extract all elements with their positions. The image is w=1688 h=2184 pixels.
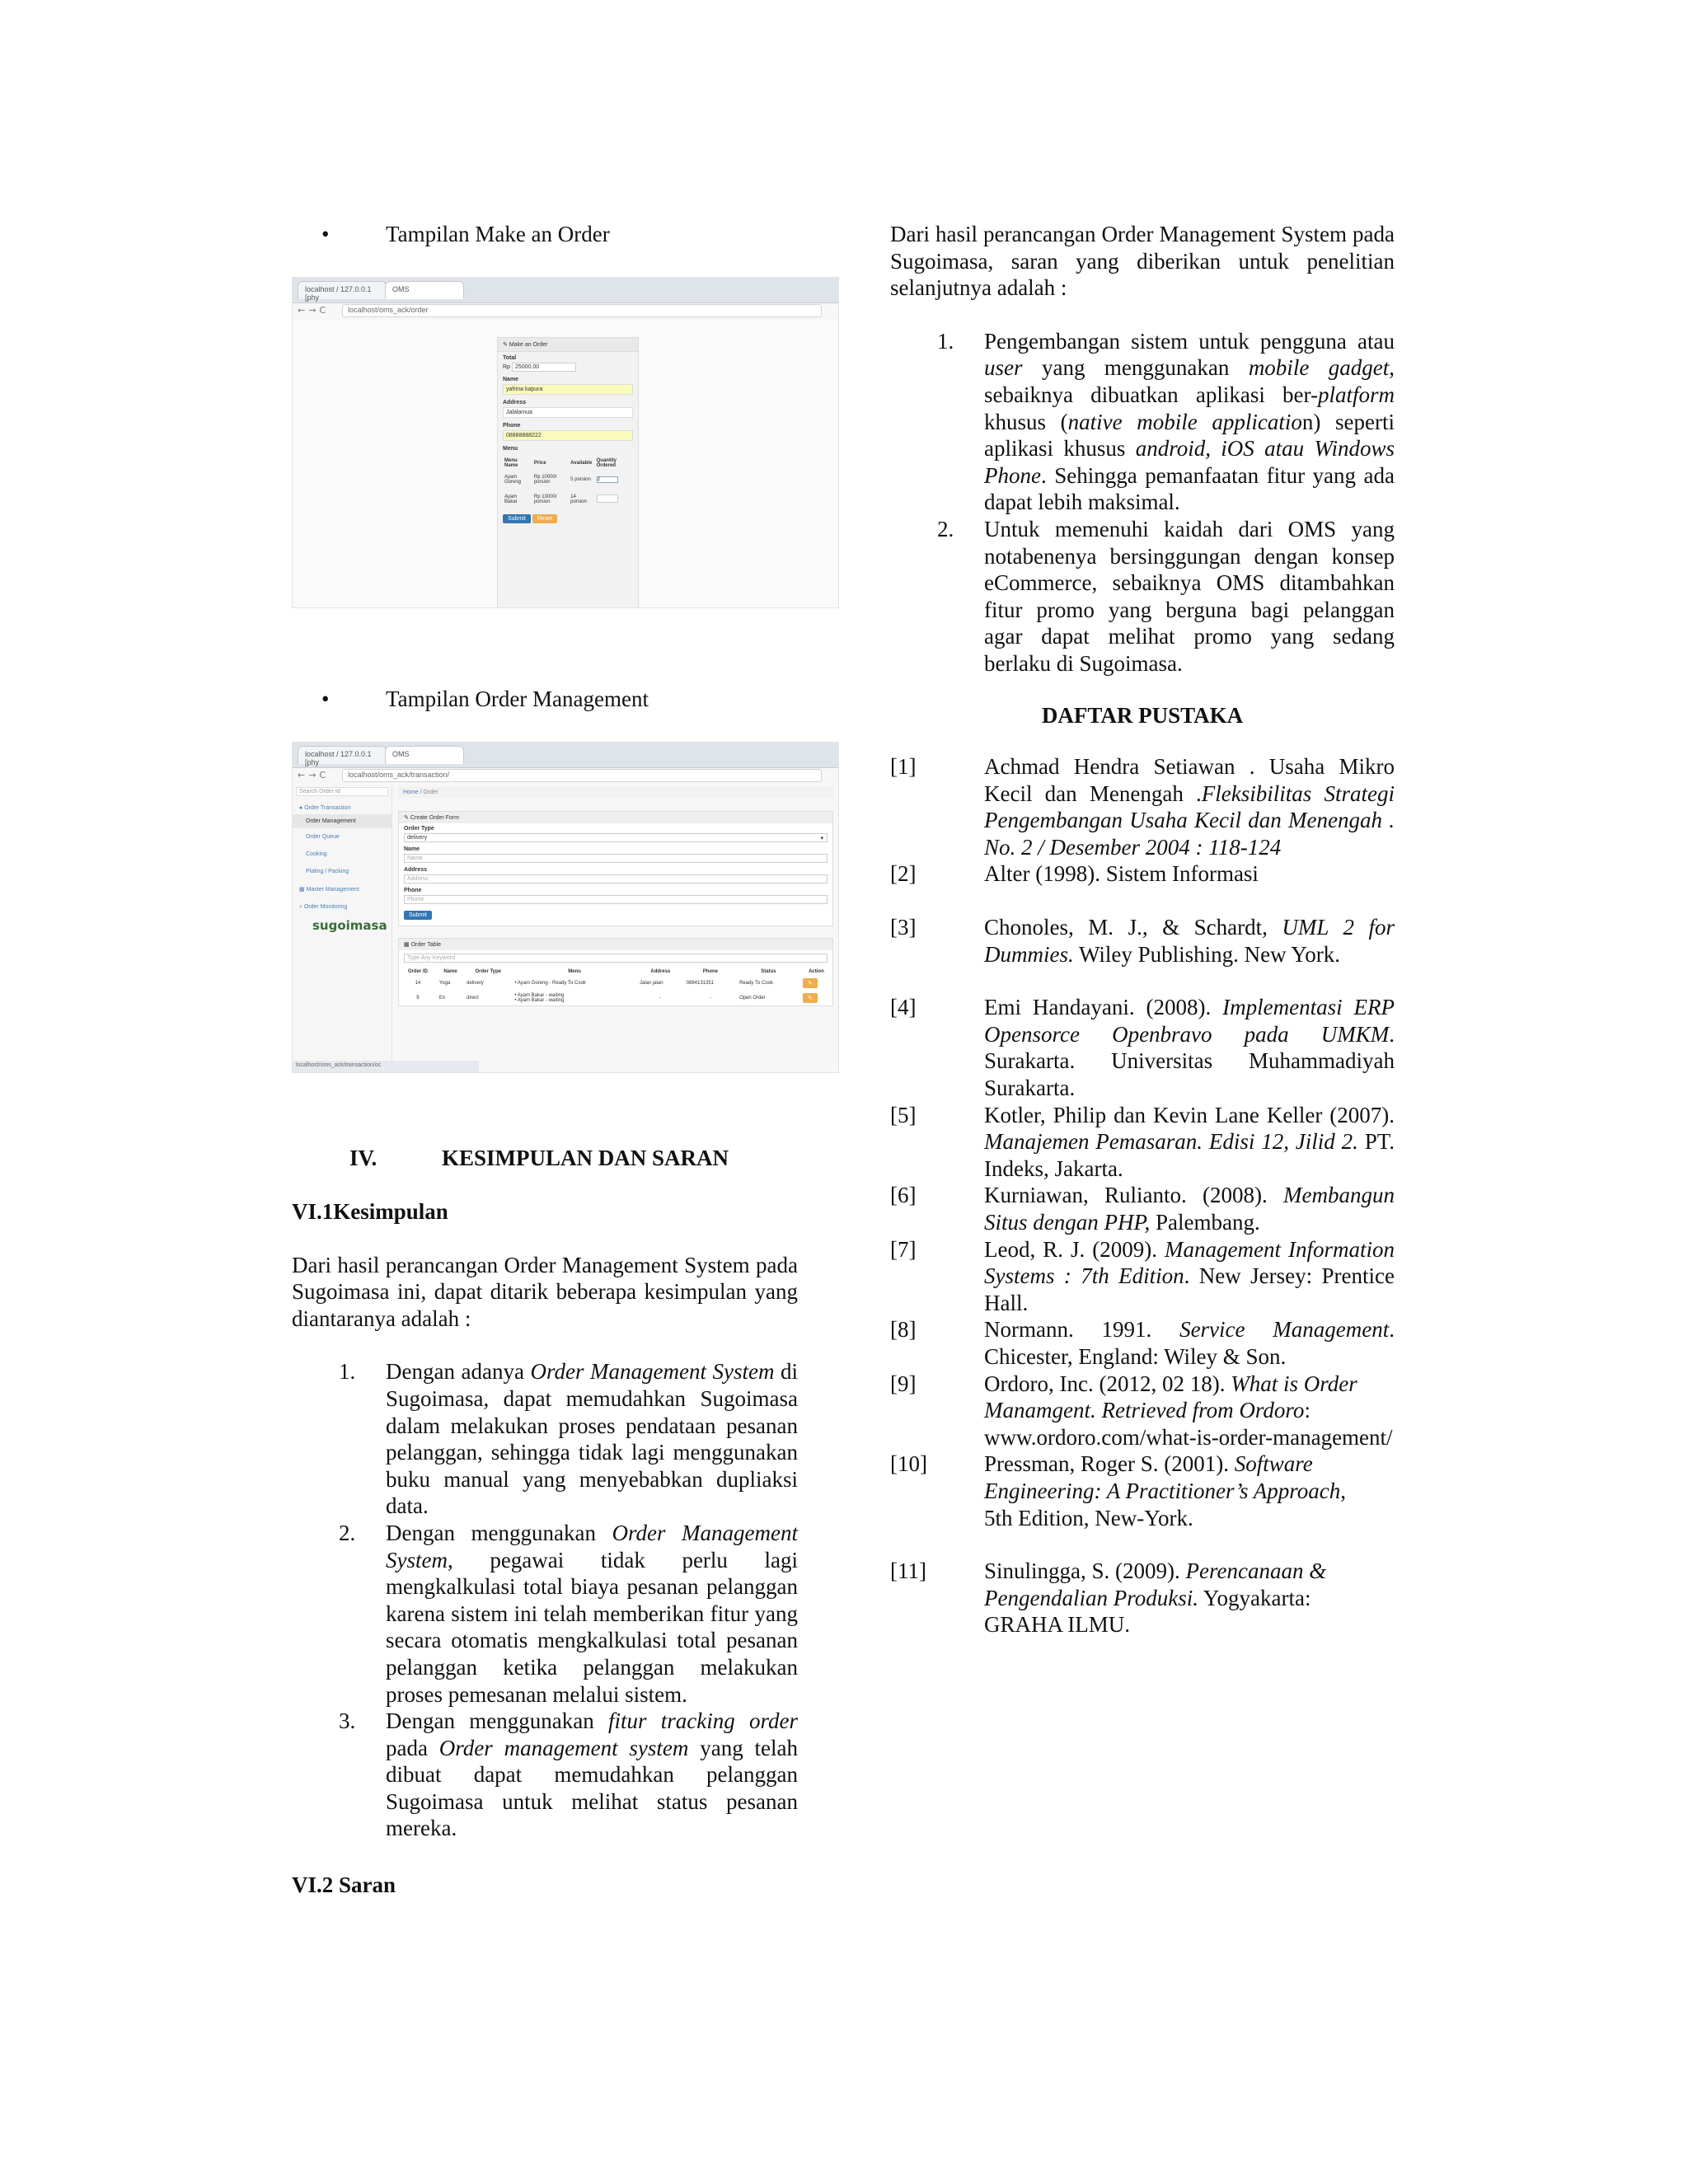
phone-field[interactable]: 08888888222 <box>503 430 633 441</box>
address-label: Address <box>404 867 428 873</box>
menu-label: Menu <box>503 446 518 452</box>
edit-action-button[interactable] <box>800 991 832 1005</box>
subheading-kesimpulan: VI.1Kesimpulan <box>292 1199 448 1224</box>
section-number: IV. <box>349 1146 377 1170</box>
name-label: Name <box>503 377 519 382</box>
reference-item: [7] Leod, R. J. (2009). Management Information Systems : 7th Edition. New Jersey: Prentice Hall. <box>890 1236 1395 1315</box>
cell: En <box>438 996 446 1001</box>
list-item: 1. Pengembangan sistem untuk pengguna atau user yang menggunakan mobile gadget, sebaiknya dibuatkan aplikasi ber-platform khusus (native mobile application) seperti aplikasi khusus android, iOS atau Windows Phone. Sehingga pemanfaatan fitur yang ada dapat lebih maksimal. <box>937 328 1395 515</box>
sidebar-item-order-management[interactable]: Order Management <box>293 814 392 828</box>
search-input[interactable]: Search Order Id <box>296 787 388 796</box>
cell: 0884131351 <box>686 981 715 986</box>
status-cell: Open Order <box>739 996 766 1001</box>
order-type-select[interactable]: delivery ▾ <box>404 833 828 842</box>
cell: 9 <box>416 996 420 1001</box>
sidebar-item-order-queue[interactable]: Order Queue <box>306 834 340 840</box>
kesimpulan-intro: Dari hasil perancangan Order Management System pada Sugoimasa ini, dapat ditarik beberapa kesimpulan yang diantaranya adalah : <box>292 1252 798 1331</box>
breadcrumb-order: Order <box>423 790 438 795</box>
reference-item: [2] Alter (1998). Sistem Informasi <box>890 861 1259 887</box>
col-header: Order ID <box>407 969 428 974</box>
cell: Jalan jalan <box>639 981 663 986</box>
breadcrumb: Home / Order <box>398 787 833 798</box>
cell: - <box>659 996 662 1001</box>
sugoimasa-logo: sugoimasa <box>312 918 387 933</box>
quantity-input[interactable]: 2 <box>595 470 633 490</box>
address-bar: localhost/oms_ack/order <box>342 304 822 317</box>
cell: Yoga <box>438 981 451 986</box>
cell: • Ayam Goreng - Ready To Cook <box>514 981 586 986</box>
name-label: Name <box>404 846 420 852</box>
table-row <box>399 991 832 1005</box>
col-header: Price <box>533 461 546 466</box>
references-heading: DAFTAR PUSTAKA <box>1041 702 1244 728</box>
left-column <box>292 221 824 1899</box>
app-sidebar <box>293 785 392 1061</box>
sidebar-item-order-transaction[interactable]: ● Order Transaction <box>299 805 351 811</box>
order-table <box>399 968 832 1005</box>
form-header: ✎ Create Order Form <box>399 812 832 823</box>
saran-intro: Dari hasil perancangan Order Management System pada Sugoimasa, saran yang diberikan untuk penelitian selanjutnya adalah : <box>890 222 1395 301</box>
col-header: Quantity Ordered <box>596 458 617 468</box>
bullet-make-order <box>292 221 798 247</box>
cell: • Ayam Bakar - waiting • Ayam Bakar - waiting <box>514 993 565 1003</box>
sidebar-item-cooking[interactable]: Cooking <box>306 851 327 857</box>
make-order-panel <box>497 337 639 608</box>
browser-nav-icons: ←→C <box>298 305 330 316</box>
reference-item: [1] Achmad Hendra Setiawan . Usaha Mikro Kecil dan Menengah .Fleksibilitas Strategi Pengembangan Usaha Kecil dan Menengah . No. 2 / Desember 2004 : 118-124 <box>890 754 1395 860</box>
col-header: Action <box>809 969 824 974</box>
bullet-text: Tampilan Make an Order <box>386 222 610 246</box>
address-field[interactable]: Jalalamua <box>503 407 633 418</box>
pencil-icon: ✎ <box>803 993 818 1003</box>
bullet-order-management <box>292 686 798 712</box>
cell: Ayam Bakar <box>504 494 518 504</box>
sidebar-item-order-monitoring[interactable]: ⌕ Order Monitoring <box>299 904 348 910</box>
status-cell: Ready To Cook <box>739 981 773 986</box>
cell: Rp 10000/ porsion <box>533 475 557 485</box>
reference-item: [4] Emi Handayani. (2008). Implementasi ERP Opensorce Openbravo pada UMKM. Surakarta. Universitas Muhammadiyah Surakarta. <box>890 995 1395 1101</box>
menu-table <box>503 457 633 509</box>
submit-button[interactable]: Submit <box>404 911 432 920</box>
phone-input[interactable]: Phone <box>404 895 828 904</box>
browser-tab: localhost / 127.0.0.1 [phy <box>298 281 387 299</box>
col-header: Address <box>650 969 671 974</box>
panel-header: ✎ Make an Order <box>498 338 638 352</box>
grid-icon: ▦ <box>299 887 307 893</box>
col-header: Menu Name <box>504 458 518 468</box>
reference-item: [6] Kurniawan, Rulianto. (2008). Membangun Situs dengan PHP, Palembang. <box>890 1183 1395 1235</box>
submit-button[interactable]: Submit <box>503 514 531 523</box>
list-item: 2. Dengan menggunakan Order Management System, pegawai tidak perlu lagi mengkalkulasi total biaya pesanan pelanggan karena sistem ini telah memberikan fitur yang secara otomatis mengkalkulasi total pesanan pelanggan ketika pelanggan melakukan proses pemesanan melalui sistem. <box>339 1520 798 1707</box>
list-item: 3. Dengan menggunakan fitur tracking order pada Order management system yang telah dibuat dapat memudahkan pelanggan Sugoimasa untuk melihat status pesanan mereka. <box>339 1708 798 1841</box>
reference-list <box>890 753 1395 1638</box>
kesimpulan-list <box>292 1358 798 1842</box>
address-bar: localhost/oms_ack/transaction/ <box>342 769 822 782</box>
screenshot-make-order <box>292 277 839 608</box>
col-header: Phone <box>702 969 719 974</box>
list-item: 1. Dengan adanya Order Management System di Sugoimasa, dapat memudahkan Sugoimasa dalam melakukan proses pendataan pesanan pelanggan, sehingga tidak lagi menggunakan buku manual yang menyebabkan dupliaksi data. <box>339 1359 798 1519</box>
edit-icon: ✎ <box>404 815 410 821</box>
col-header: Name <box>443 969 457 974</box>
app-main <box>398 785 833 1072</box>
cell: direct <box>467 996 479 1001</box>
browser-tab-active: OMS <box>385 281 464 299</box>
phone-label: Phone <box>503 423 521 429</box>
bullet-dot: • <box>321 687 330 711</box>
sidebar-item-plating[interactable]: Plating / Packing <box>306 869 349 874</box>
currency-prefix: Rp <box>503 364 510 370</box>
cell: 14 porsion <box>570 494 587 504</box>
search-icon: ⌕ <box>299 904 304 910</box>
address-label: Address <box>503 400 527 405</box>
reference-item: [5] Kotler, Philip dan Kevin Lane Keller (2007). Manajemen Pemasaran. Edisi 12, Jilid 2. PT. Indeks, Jakarta. <box>890 1102 1395 1181</box>
order-type-label: Order Type <box>404 826 434 832</box>
col-header: Order Type <box>475 969 502 974</box>
reset-button[interactable]: Reset <box>532 514 557 523</box>
cell: delivery <box>467 981 484 986</box>
chevron-down-icon: ▾ <box>820 836 823 841</box>
cell: - <box>709 996 711 1001</box>
edit-icon: ✎ <box>503 342 509 348</box>
total-label: Total <box>503 355 517 361</box>
cell: 5 porsion <box>570 477 591 482</box>
saran-list <box>890 328 1395 677</box>
cell: Rp 13000/ porsion <box>533 494 557 504</box>
browser-tab: localhost / 127.0.0.1 [phy <box>298 746 387 764</box>
table-icon: ▦ <box>404 942 411 948</box>
table-row <box>399 976 832 991</box>
browser-tabbar <box>293 278 838 303</box>
address-input[interactable]: Address <box>404 874 828 883</box>
section-heading <box>292 1146 798 1174</box>
col-header: Available <box>570 461 593 466</box>
bullet-text: Tampilan Order Management <box>386 687 649 711</box>
right-column <box>890 221 1395 1638</box>
screenshot-order-management <box>292 742 839 1073</box>
reference-item: [3] Chonoles, M. J., & Schardt, UML 2 for Dummies. Wiley Publishing. New York. <box>890 915 1395 967</box>
col-header: Status <box>761 969 776 974</box>
order-table-panel <box>398 938 833 1006</box>
list-item: 2. Untuk memenuhi kaidah dari OMS yang notabenenya bersinggungan dengan konsep eCommerce, sebaiknya OMS ditambahkan fitur promo yang berguna bagi pelanggan agar dapat melihat promo yang sedang berlaku di Sugoimasa. <box>937 516 1395 676</box>
browser-nav-icons: ←→C <box>298 770 330 780</box>
reference-item: [9] Ordoro, Inc. (2012, 02 18). What is Order Manamgent. Retrieved from Ordoro: www.ordoro.com/what-is-order-management/ <box>890 1371 1393 1450</box>
cell: 14 <box>415 981 421 986</box>
total-field[interactable]: 25000.00 <box>512 363 576 372</box>
reference-item: [8] Normann. 1991. Service Management. Chicester, England: Wiley & Son. <box>890 1317 1395 1369</box>
table-row <box>503 490 633 509</box>
col-header: Menu <box>568 969 581 974</box>
pencil-icon: ✎ <box>803 978 818 988</box>
quantity-input[interactable] <box>595 490 633 509</box>
browser-statusbar: localhost/oms_ack/transaction/oc <box>293 1061 479 1072</box>
browser-tabbar <box>293 743 838 768</box>
table-search-input[interactable]: Type Any Keyword <box>404 954 828 963</box>
bullet-dot: • <box>321 222 330 246</box>
name-input[interactable]: Name <box>404 854 828 863</box>
reference-item: [11] Sinulingga, S. (2009). Perencanaan & Pengendalian Produksi. Yogyakarta: GRAHA ILMU. <box>890 1558 1327 1638</box>
subheading-saran: VI.2 Saran <box>292 1872 396 1898</box>
breadcrumb-home[interactable]: Home <box>403 790 419 795</box>
edit-action-button[interactable] <box>800 976 832 991</box>
table-row <box>503 470 633 490</box>
table-header: ▦ Order Table <box>399 939 832 950</box>
name-field[interactable]: yafrina kapura <box>503 384 633 395</box>
cell: Ayam Goreng <box>504 475 522 485</box>
create-order-form <box>398 811 833 926</box>
sidebar-item-master-management[interactable]: ▦ Master Management <box>299 887 359 893</box>
reference-item: [10] Pressman, Roger S. (2001). Software Engineering: A Practitioner’s Approach, 5th Edition, New-York. <box>890 1451 1346 1530</box>
dot-icon: ● <box>299 805 305 811</box>
browser-tab-active: OMS <box>385 746 464 764</box>
phone-label: Phone <box>404 888 422 893</box>
section-title: KESIMPULAN DAN SARAN <box>442 1146 729 1170</box>
